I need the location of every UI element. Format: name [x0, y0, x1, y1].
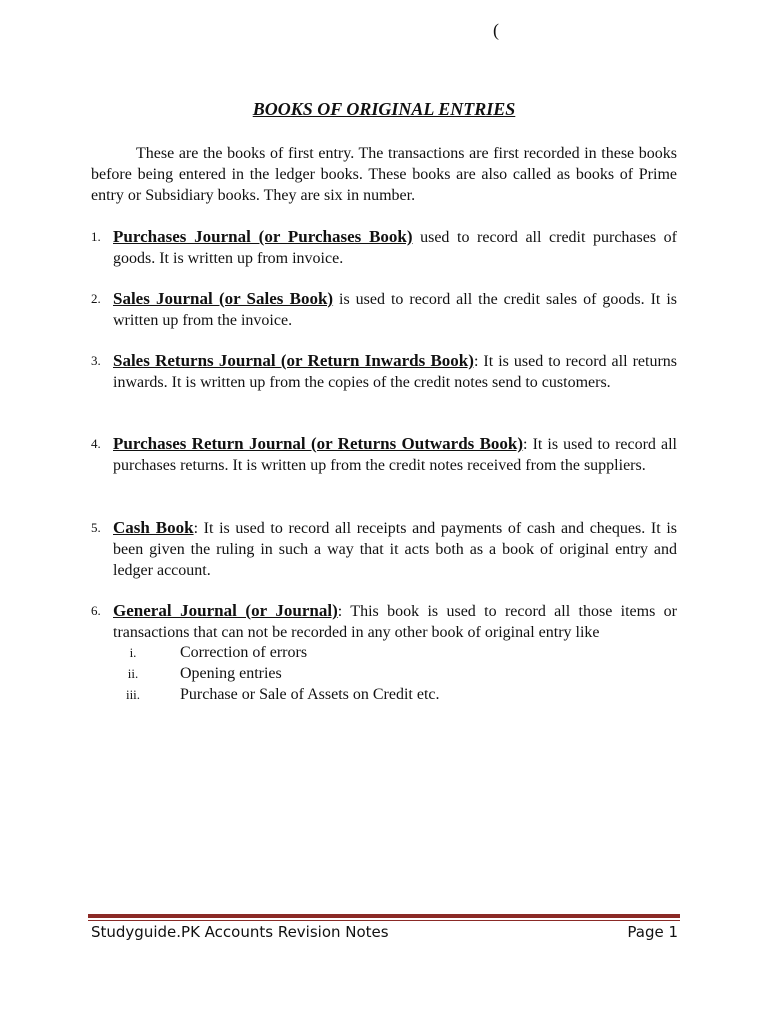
sub-list-text: Opening entries	[180, 665, 282, 682]
list-number: 3.	[91, 353, 101, 368]
item-description: : It is used to record all purchases returns. It is written up from the credit notes received from the suppliers.	[113, 436, 678, 474]
item-description: used to record all credit purchases of goods. It is written up from invoice.	[113, 229, 677, 267]
item-term: Sales Returns Journal (or Return Inwards Book)	[113, 351, 474, 370]
item-description: : It is used to record all receipts and payments of cash and cheques. It is been given the ruling in such a way that it acts both as a book of original entry and ledger account.	[113, 520, 678, 579]
list-item-text	[113, 226, 677, 269]
sub-list-text: Purchase or Sale of Assets on Credit etc.	[180, 686, 440, 703]
item-term: Purchases Return Journal (or Returns Outwards Book)	[113, 434, 524, 453]
list-item-text	[113, 350, 677, 393]
item-description: : It is used to record all returns inwards. It is written up from the copies of the credit notes send to customers.	[113, 353, 678, 391]
list-item-text	[113, 600, 677, 643]
footer-rule-thin	[88, 920, 680, 921]
sub-list-item-1	[0, 642, 768, 663]
list-number: 6.	[91, 603, 101, 618]
item-term: Sales Journal (or Sales Book)	[113, 289, 334, 308]
item-term: Cash Book	[113, 518, 194, 537]
list-item-text	[113, 517, 677, 581]
list-number: 4.	[91, 436, 101, 451]
list-number: 5.	[91, 520, 101, 535]
top-mark: (	[493, 20, 499, 40]
list-item-text	[113, 433, 677, 476]
list-number: 2.	[91, 291, 101, 306]
footer-rule-thick	[88, 914, 680, 918]
sub-list-item-2	[0, 663, 768, 684]
list-number: 1.	[91, 229, 101, 244]
sub-list-item-3	[0, 684, 768, 705]
sub-list-number: i.	[129, 645, 137, 660]
footer-title: Studyguide.PK Accounts Revision Notes	[91, 923, 389, 941]
page-title: BOOKS OF ORIGINAL ENTRIES	[252, 99, 516, 119]
item-description: : This book is used to record all those items or transactions that can not be recorded in any other book of original entry like	[113, 603, 678, 641]
item-term: General Journal (or Journal)	[113, 601, 338, 620]
item-term: Purchases Journal (or Purchases Book)	[113, 227, 413, 246]
sub-list-number: ii.	[127, 666, 139, 681]
item-description: is used to record all the credit sales of goods. It is written up from the invoice.	[113, 291, 677, 329]
sub-list-number: iii.	[125, 687, 141, 702]
page-number: Page 1	[627, 923, 678, 941]
list-item-text	[113, 288, 677, 331]
sub-list-text: Correction of errors	[180, 644, 308, 661]
intro-paragraph: These are the books of first entry. The transactions are first recorded in these books before being entered in the ledger books. These books are also called as books of Prime entry or Subsidiary books. They are six in number.	[91, 145, 677, 204]
